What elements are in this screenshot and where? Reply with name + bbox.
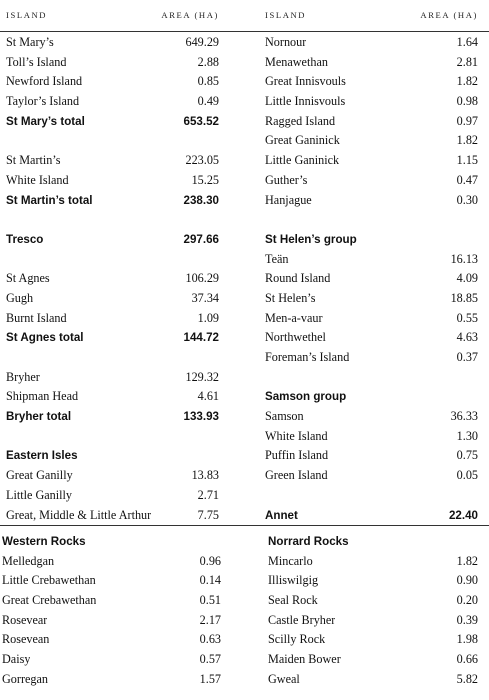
island-name: Green Island [265,468,328,483]
table-row [265,53,478,73]
area-value: 0.98 [456,94,478,109]
table-row [6,486,219,506]
table-row [2,571,221,591]
blank-row [265,486,478,506]
table-row [6,269,219,289]
area-value: 0.55 [456,310,478,325]
table-row [2,630,221,650]
right-header-area: AREA (HA) [420,10,478,20]
area-value: 37.34 [191,290,219,305]
area-value: 4.61 [197,389,219,404]
area-value: 0.90 [456,573,478,588]
island-name: St Helen’s group [265,232,357,246]
area-value: 1.15 [456,153,478,168]
area-value: 16.13 [450,251,478,266]
island-name: Teän [265,251,289,266]
island-name: Burnt Island [6,310,67,325]
right-header [265,6,478,24]
area-value: 0.30 [456,192,478,207]
area-value: 0.47 [456,172,478,187]
island-name: Hanjague [265,192,312,207]
area-value: 1.82 [456,74,478,89]
area-value: 13.83 [191,468,219,483]
island-name: St Mary’s total [6,114,85,128]
island-name: Taylor’s Island [6,94,80,109]
table-row [265,131,478,151]
island-name: Puffin Island [265,448,329,463]
island-name: Maiden Bower [268,652,341,667]
group-heading [268,532,478,552]
total-row [6,230,219,250]
table-row [6,33,219,53]
island-name: Melledgan [2,553,55,568]
table-row [6,309,219,329]
table-row [6,72,219,92]
left-header-island: ISLAND [6,10,48,20]
western-rocks-table [2,532,221,690]
area-value: 0.20 [456,593,478,608]
table-row [265,112,478,132]
table-row [265,191,478,211]
table-row [2,650,221,670]
island-name: Men-a-vaur [265,310,323,325]
island-name: Gorregan [2,671,49,686]
blank-row [6,348,219,368]
area-value: 0.57 [199,652,221,667]
norrard-rocks-table [268,532,478,690]
total-row [6,407,219,427]
island-name: Little Ganinick [265,153,340,168]
table-row [2,611,221,631]
area-value: 223.05 [185,153,219,168]
island-name: Great Innisvouls [265,74,346,89]
island-name: Guther’s [265,172,308,187]
area-value: 238.30 [183,193,219,207]
table-row [268,552,478,572]
island-name: Illiswilgig [268,573,319,588]
island-name: Scilly Rock [268,632,326,647]
island-name: Bryher total [6,410,72,424]
island-name: Annet [265,508,298,522]
area-value: 0.63 [199,632,221,647]
area-value: 0.14 [199,573,221,588]
table-row [265,328,478,348]
total-row [265,506,478,526]
left-column [6,0,219,24]
area-value: 0.66 [456,652,478,667]
island-name: Ragged Island [265,113,336,128]
area-value: 0.05 [456,468,478,483]
right-column [265,0,478,24]
header-rule [0,31,489,32]
table-row [268,591,478,611]
area-value: 18.85 [450,290,478,305]
area-value: 2.88 [197,54,219,69]
table-row [265,250,478,270]
table-row [265,309,478,329]
island-name: Great Ganinick [265,133,340,148]
table-row [6,289,219,309]
area-value: 0.37 [456,350,478,364]
table-row [265,446,478,466]
table-row [268,650,478,670]
area-value: 0.75 [456,448,478,463]
island-name: Little Ganilly [6,487,73,502]
island-name: Norrard Rocks [268,535,349,548]
island-name: St Agnes total [6,331,84,345]
table-row [268,611,478,631]
area-value: 0.49 [197,94,219,109]
area-value: 0.51 [199,593,221,608]
total-row [6,328,219,348]
island-name: Daisy [2,652,31,667]
table-row [265,151,478,171]
area-value: 129.32 [185,369,219,384]
island-name: Tresco [6,232,44,246]
area-value: 4.63 [456,330,478,345]
area-value: 133.93 [183,410,219,424]
table-row [265,407,478,427]
right-table [265,33,478,525]
area-value: 106.29 [185,271,219,286]
left-table [6,33,219,525]
island-name: Mincarlo [268,553,313,568]
group-heading [2,532,221,552]
area-value: 1.30 [456,428,478,443]
island-name: Round Island [265,271,331,286]
island-name: St Agnes [6,271,50,286]
island-name: Seal Rock [268,593,318,608]
area-value: 1.82 [456,553,478,568]
table-row [265,427,478,447]
island-name: St Martin’s total [6,193,93,207]
table-row [265,289,478,309]
island-name: Rosevear [2,612,48,627]
area-value: 2.17 [199,612,221,627]
blank-row [6,250,219,270]
table-row [6,53,219,73]
area-value: 1.98 [456,632,478,647]
table-row [265,269,478,289]
area-value: 0.97 [456,113,478,128]
area-value: 1.57 [199,671,221,686]
island-name: Rosevean [2,632,50,647]
island-name: Shipman Head [6,389,79,404]
blank-row [6,131,219,151]
table-row [268,670,478,690]
table-row [6,368,219,388]
left-header [6,6,219,24]
island-name: Great, Middle & Little Arthur [6,507,152,522]
blank-row [6,210,219,230]
table-row [265,92,478,112]
table-row [265,348,478,368]
island-name: Newford Island [6,74,83,89]
area-value: 15.25 [191,172,219,187]
table-row [2,670,221,690]
area-value: 0.39 [456,612,478,627]
table-row [268,571,478,591]
island-name: Samson group [265,390,347,404]
table-row [6,506,219,526]
table-row [2,591,221,611]
area-value: 2.81 [456,54,478,69]
area-value: 4.09 [456,271,478,286]
area-value: 0.96 [199,553,221,568]
area-value: 1.09 [197,310,219,325]
area-value: 1.64 [456,35,478,49]
island-name: Gugh [6,290,34,305]
table-row [265,72,478,92]
area-value: 0.85 [197,74,219,89]
section-rule [0,525,489,526]
table-row [265,171,478,191]
blank-row [6,427,219,447]
island-name: Menawethan [265,54,328,69]
island-name: Western Rocks [2,535,86,548]
island-name: Gweal [268,671,300,686]
area-value: 7.75 [197,507,219,522]
island-name: Little Crebawethan [2,573,96,588]
island-name: Northwethel [265,330,326,345]
table-row [268,630,478,650]
island-name: St Martin’s [6,153,61,168]
table-row [265,33,478,53]
island-name: Samson [265,409,304,424]
island-name: Foreman’s Island [265,350,350,364]
table-row [6,171,219,191]
area-value: 144.72 [183,331,219,345]
area-value: 649.29 [185,35,219,49]
island-name: Nornour [265,35,307,49]
island-name: White Island [6,172,69,187]
table-row [2,552,221,572]
area-value: 2.71 [197,487,219,502]
island-name: Great Crebawethan [2,593,97,608]
island-name: White Island [265,428,328,443]
group-heading [265,387,478,407]
table-row [6,466,219,486]
area-value: 297.66 [183,232,219,246]
table-row [6,92,219,112]
left-header-area: AREA (HA) [161,10,219,20]
blank-row [265,210,478,230]
group-heading [6,446,219,466]
island-name: Little Innisvouls [265,94,346,109]
total-row [6,112,219,132]
area-value: 5.82 [456,671,478,686]
island-name: Castle Bryher [268,612,336,627]
island-name: Great Ganilly [6,468,73,483]
island-name: Eastern Isles [6,449,78,463]
group-heading [265,230,478,250]
island-name: St Mary’s [6,35,54,49]
island-name: Toll’s Island [6,54,67,69]
total-row [6,191,219,211]
island-name: Bryher [6,369,40,384]
table-row [265,466,478,486]
right-header-island: ISLAND [265,10,307,20]
area-value: 22.40 [448,508,478,522]
blank-row [265,368,478,388]
table-row [6,387,219,407]
area-value: 653.52 [183,114,219,128]
area-value: 1.82 [456,133,478,148]
area-value: 36.33 [450,409,478,424]
island-name: St Helen’s [265,290,316,305]
table-row [6,151,219,171]
